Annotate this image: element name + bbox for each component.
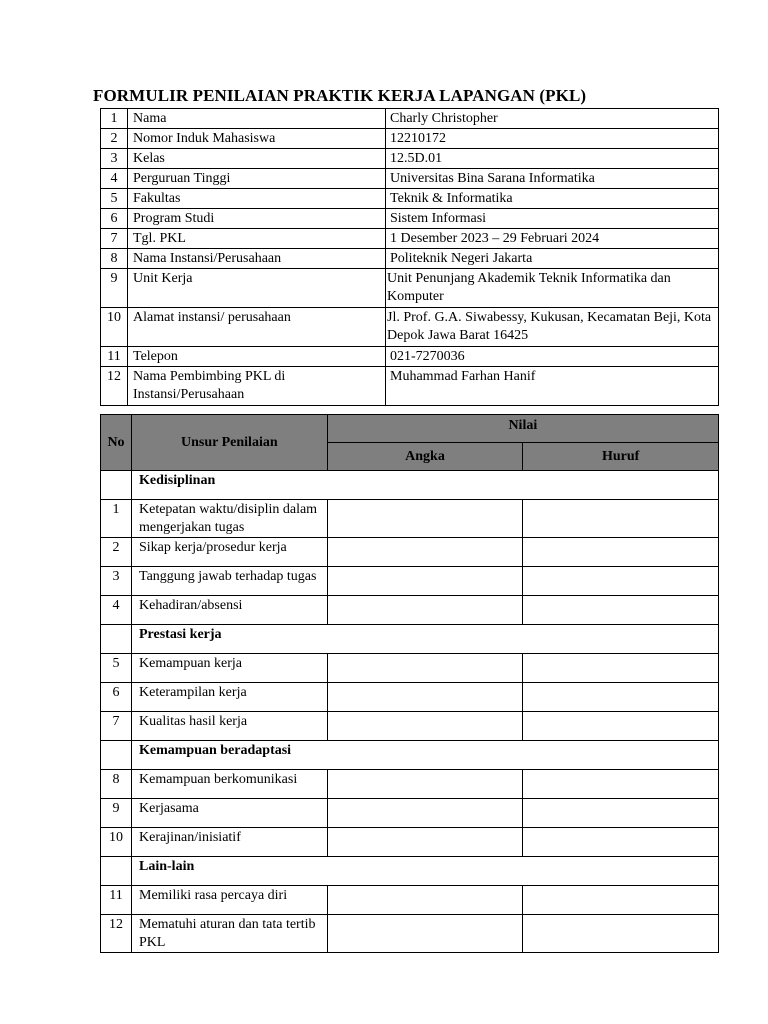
criterion-no: 12	[101, 915, 132, 953]
info-row	[101, 189, 719, 209]
header-angka: Angka	[327, 443, 523, 471]
huruf-cell[interactable]	[523, 596, 719, 625]
criterion-no: 7	[101, 712, 132, 741]
criterion-row	[101, 683, 719, 712]
info-row	[101, 109, 719, 129]
info-value: 1 Desember 2023 – 29 Februari 2024	[386, 229, 719, 249]
criterion-text: Ketepatan waktu/disiplin dalam mengerjakan tugas	[132, 500, 328, 538]
info-label: Nama	[128, 109, 386, 129]
info-no: 7	[101, 229, 128, 249]
criterion-no: 9	[101, 799, 132, 828]
info-no: 8	[101, 249, 128, 269]
section-row	[101, 741, 719, 770]
info-no: 5	[101, 189, 128, 209]
info-value: Politeknik Negeri Jakarta	[386, 249, 719, 269]
angka-cell[interactable]	[327, 799, 523, 828]
header-huruf: Huruf	[523, 443, 719, 471]
criterion-row	[101, 654, 719, 683]
info-label: Alamat instansi/ perusahaan	[128, 308, 386, 347]
info-value: 12.5D.01	[386, 149, 719, 169]
info-value: Teknik & Informatika	[386, 189, 719, 209]
info-value: 12210172	[386, 129, 719, 149]
info-value: Unit Penunjang Akademik Teknik Informatika dan Komputer	[386, 269, 719, 308]
section-no-cell	[101, 741, 132, 770]
angka-cell[interactable]	[327, 828, 523, 857]
info-label: Kelas	[128, 149, 386, 169]
criterion-row	[101, 915, 719, 953]
angka-cell[interactable]	[327, 915, 523, 953]
criterion-text: Mematuhi aturan dan tata tertib PKL	[132, 915, 328, 953]
info-value: Sistem Informasi	[386, 209, 719, 229]
section-title: Prestasi kerja	[132, 625, 719, 654]
info-row	[101, 169, 719, 189]
student-info-table	[100, 108, 719, 406]
huruf-cell[interactable]	[523, 654, 719, 683]
huruf-cell[interactable]	[523, 500, 719, 538]
header-nilai: Nilai	[327, 415, 718, 443]
info-label: Nomor Induk Mahasiswa	[128, 129, 386, 149]
huruf-cell[interactable]	[523, 828, 719, 857]
criterion-row	[101, 828, 719, 857]
info-row	[101, 129, 719, 149]
info-row	[101, 347, 719, 367]
info-no: 11	[101, 347, 128, 367]
criterion-text: Kerjasama	[132, 799, 328, 828]
section-title: Lain-lain	[132, 857, 719, 886]
info-row	[101, 249, 719, 269]
info-value: Universitas Bina Sarana Informatika	[386, 169, 719, 189]
info-no: 4	[101, 169, 128, 189]
assessment-body	[101, 471, 719, 953]
criterion-no: 6	[101, 683, 132, 712]
section-title: Kedisiplinan	[132, 471, 719, 500]
criterion-text: Keterampilan kerja	[132, 683, 328, 712]
criterion-text: Kerajinan/inisiatif	[132, 828, 328, 857]
criterion-no: 1	[101, 500, 132, 538]
info-no: 3	[101, 149, 128, 169]
criterion-row	[101, 538, 719, 567]
info-value: Muhammad Farhan Hanif	[386, 367, 719, 406]
section-row	[101, 857, 719, 886]
assessment-table	[100, 414, 719, 953]
info-row	[101, 367, 719, 406]
header-unsur: Unsur Penilaian	[132, 415, 328, 471]
info-label: Perguruan Tinggi	[128, 169, 386, 189]
form-title: FORMULIR PENILAIAN PRAKTIK KERJA LAPANGAN (PKL)	[93, 86, 587, 105]
huruf-cell[interactable]	[523, 770, 719, 799]
criterion-row	[101, 712, 719, 741]
criterion-row	[101, 886, 719, 915]
criterion-text: Memiliki rasa percaya diri	[132, 886, 328, 915]
criterion-row	[101, 500, 719, 538]
angka-cell[interactable]	[327, 886, 523, 915]
criterion-text: Sikap kerja/prosedur kerja	[132, 538, 328, 567]
angka-cell[interactable]	[327, 567, 523, 596]
criterion-no: 8	[101, 770, 132, 799]
info-label: Fakultas	[128, 189, 386, 209]
info-no: 12	[101, 367, 128, 406]
info-label: Unit Kerja	[128, 269, 386, 308]
criterion-no: 4	[101, 596, 132, 625]
criterion-text: Kemampuan berkomunikasi	[132, 770, 328, 799]
criterion-row	[101, 567, 719, 596]
info-label: Telepon	[128, 347, 386, 367]
info-label: Nama Instansi/Perusahaan	[128, 249, 386, 269]
criterion-row	[101, 799, 719, 828]
angka-cell[interactable]	[327, 770, 523, 799]
info-no: 1	[101, 109, 128, 129]
info-row	[101, 149, 719, 169]
criterion-text: Tanggung jawab terhadap tugas	[132, 567, 328, 596]
angka-cell[interactable]	[327, 712, 523, 741]
section-no-cell	[101, 625, 132, 654]
huruf-cell[interactable]	[523, 538, 719, 567]
info-no: 2	[101, 129, 128, 149]
angka-cell[interactable]	[327, 683, 523, 712]
criterion-no: 11	[101, 886, 132, 915]
angka-cell[interactable]	[327, 500, 523, 538]
info-no: 9	[101, 269, 128, 308]
huruf-cell[interactable]	[523, 799, 719, 828]
huruf-cell[interactable]	[523, 567, 719, 596]
criterion-text: Kualitas hasil kerja	[132, 712, 328, 741]
criterion-text: Kehadiran/absensi	[132, 596, 328, 625]
angka-cell[interactable]	[327, 596, 523, 625]
criterion-row	[101, 596, 719, 625]
angka-cell[interactable]	[327, 538, 523, 567]
section-no-cell	[101, 471, 132, 500]
info-label: Nama Pembimbing PKL di Instansi/Perusahaan	[128, 367, 386, 406]
section-title: Kemampuan beradaptasi	[132, 741, 719, 770]
info-value: 021-7270036	[386, 347, 719, 367]
info-no: 10	[101, 308, 128, 347]
criterion-no: 10	[101, 828, 132, 857]
huruf-cell[interactable]	[523, 712, 719, 741]
section-row	[101, 471, 719, 500]
criterion-text: Kemampuan kerja	[132, 654, 328, 683]
huruf-cell[interactable]	[523, 886, 719, 915]
header-no: No	[101, 415, 132, 471]
info-label: Program Studi	[128, 209, 386, 229]
criterion-no: 5	[101, 654, 132, 683]
section-row	[101, 625, 719, 654]
huruf-cell[interactable]	[523, 683, 719, 712]
info-row	[101, 308, 719, 347]
huruf-cell[interactable]	[523, 915, 719, 953]
info-label: Tgl. PKL	[128, 229, 386, 249]
info-no: 6	[101, 209, 128, 229]
info-row	[101, 269, 719, 308]
criterion-row	[101, 770, 719, 799]
criterion-no: 3	[101, 567, 132, 596]
section-no-cell	[101, 857, 132, 886]
info-row	[101, 209, 719, 229]
info-value: Charly Christopher	[386, 109, 719, 129]
info-row	[101, 229, 719, 249]
criterion-no: 2	[101, 538, 132, 567]
info-value: Jl. Prof. G.A. Siwabessy, Kukusan, Kecamatan Beji, Kota Depok Jawa Barat 16425	[386, 308, 719, 347]
angka-cell[interactable]	[327, 654, 523, 683]
